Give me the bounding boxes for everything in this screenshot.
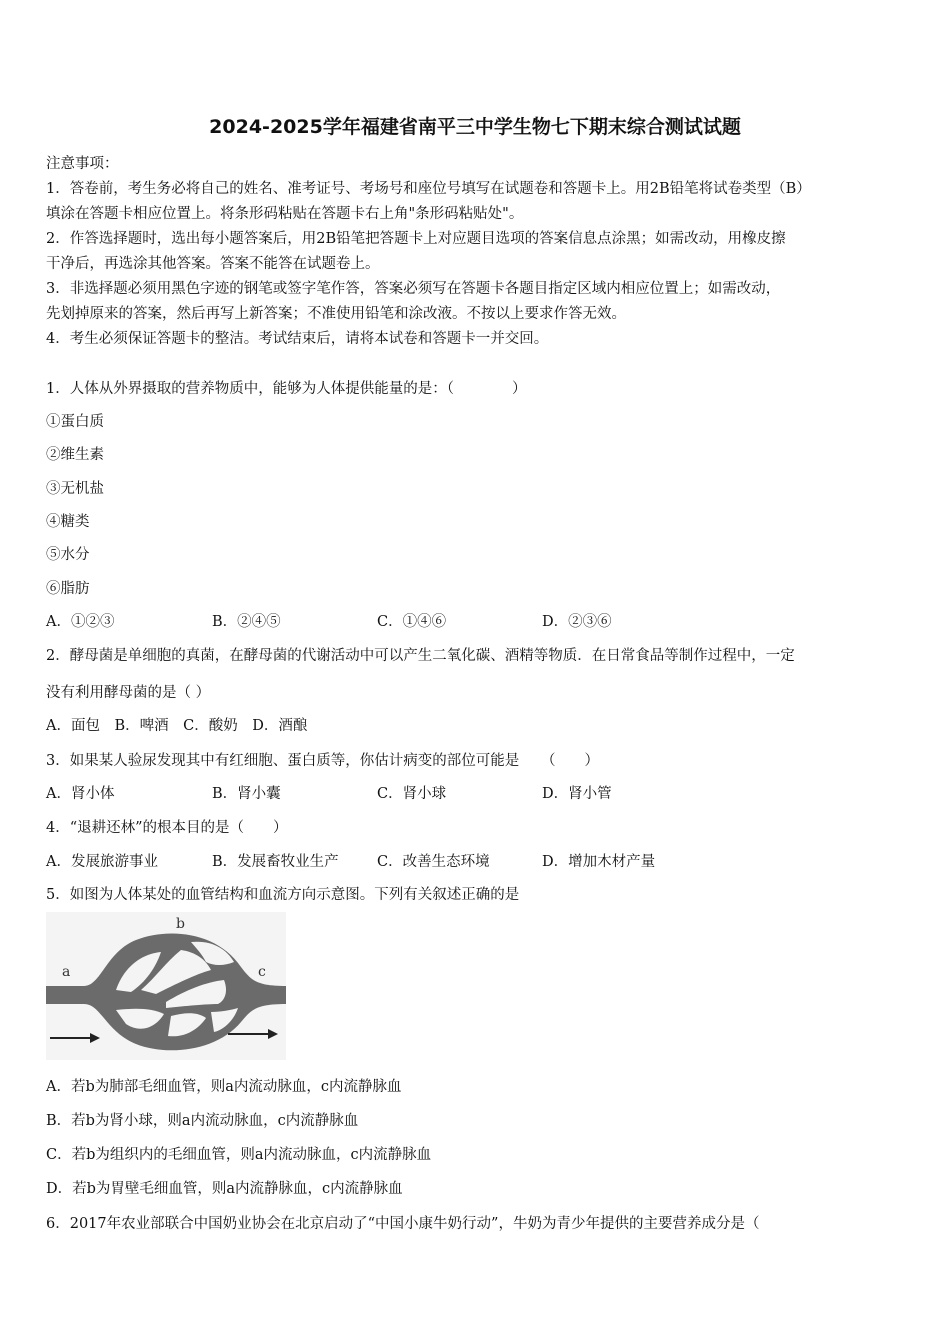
question-5-stem: 5．如图为人体某处的血管结构和血流方向示意图。下列有关叙述正确的是 [46,887,520,903]
question-6-stem: 6．2017年农业部联合中国奶业协会在北京启动了“中国小康牛奶行动”，牛奶为青少年提供的主要营养成分是（ [46,1216,760,1232]
notice-line: 先划掉原来的答案，然后再写上新答案；不准使用铅笔和涂改液。不按以上要求作答无效。 [46,306,626,322]
question-5-option-c[interactable]: C．若b为组织内的毛细血管，则a内流动脉血，c内流静脉血 [46,1147,432,1163]
question-3-stem: 3．如果某人验尿发现其中有红细胞、蛋白质等，你估计病变的部位可能是 （ ） [46,753,599,769]
notice-line: 4．考生必须保证答题卡的整洁。考试结束后，请将本试卷和答题卡一并交回。 [46,331,549,347]
question-4-option-b[interactable]: B．发展畜牧业生产 [212,854,339,870]
question-1-option-a[interactable]: A．①②③ [46,614,115,630]
question-3-option-a[interactable]: A．肾小体 [46,786,115,802]
question-1-item: ⑤水分 [46,547,90,563]
label-a: a [62,964,71,980]
question-4-option-d[interactable]: D．增加木材产量 [542,854,656,870]
question-5-option-b[interactable]: B．若b为肾小球，则a内流动脉血，c内流静脉血 [46,1113,359,1129]
blood-vessel-svg [46,912,286,1060]
page-title: 2024-2025学年福建省南平三中学生物七下期末综合测试试题 [209,116,741,138]
question-4-stem: 4．“退耕还林”的根本目的是（ ） [46,820,288,836]
notice-header: 注意事项： [46,156,119,172]
question-2-stem: 2．酵母菌是单细胞的真菌，在酵母菌的代谢活动中可以产生二氧化碳、酒精等物质．在日常食品等制作过程中，一定 [46,648,795,664]
question-4-option-c[interactable]: C．改善生态环境 [377,854,490,870]
question-2-options[interactable]: A．面包 B．啤酒 C．酸奶 D．酒酿 [46,718,308,734]
notice-line: 3．非选择题必须用黑色字迹的钢笔或签字笔作答，答案必须写在答题卡各题目指定区域内相应位置上；如需改动， [46,281,781,297]
label-c: c [258,964,266,980]
question-1-item: ①蛋白质 [46,414,104,430]
notice-line: 1．答卷前，考生务必将自己的姓名、准考证号、考场号和座位号填写在试题卷和答题卡上。用2B铅笔将试卷类型（B） [46,181,811,197]
question-2-stem-continued: 没有利用酵母菌的是（ ） [46,685,211,701]
question-1-option-b[interactable]: B．②④⑤ [212,614,281,630]
question-1-item: ③无机盐 [46,481,104,497]
label-b: b [176,916,185,932]
question-1-item: ⑥脂肪 [46,581,90,597]
question-1-option-c[interactable]: C．①④⑥ [377,614,447,630]
question-1-item: ②维生素 [46,447,104,463]
notice-line: 填涂在答题卡相应位置上。将条形码粘贴在答题卡右上角"条形码粘贴处"。 [46,206,524,222]
question-5-option-a[interactable]: A．若b为肺部毛细血管，则a内流动脉血，c内流静脉血 [46,1079,402,1095]
question-3-option-d[interactable]: D．肾小管 [542,786,612,802]
question-4-option-a[interactable]: A．发展旅游事业 [46,854,158,870]
question-1-item: ④糖类 [46,514,90,530]
question-5-option-d[interactable]: D．若b为胃壁毛细血管，则a内流静脉血，c内流静脉血 [46,1181,403,1197]
question-3-option-c[interactable]: C．肾小球 [377,786,447,802]
notice-line: 干净后，再选涂其他答案。答案不能答在试题卷上。 [46,256,380,272]
question-1-option-d[interactable]: D．②③⑥ [542,614,612,630]
question-3-option-b[interactable]: B．肾小囊 [212,786,281,802]
blood-vessel-diagram [46,912,286,1060]
question-1-stem: 1．人体从外界摄取的营养物质中，能够为人体提供能量的是：（ ） [46,381,527,397]
notice-line: 2．作答选择题时，选出每小题答案后，用2B铅笔把答题卡上对应题目选项的答案信息点涂黑；如需改动，用橡皮擦 [46,231,786,247]
